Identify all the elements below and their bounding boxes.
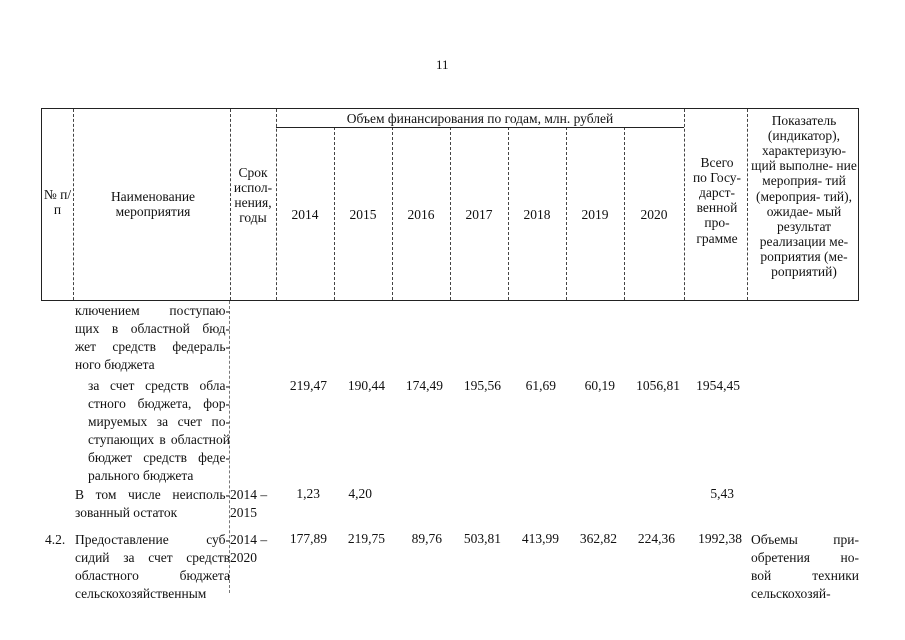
row-value-2017: 195,56: [463, 378, 501, 393]
row-value-2019: 362,82: [579, 531, 617, 546]
row-value-2018: 61,69: [525, 378, 556, 393]
row-value-2017: 503,81: [463, 531, 501, 546]
row-total: 1992,38: [698, 531, 742, 546]
header-year-2019: 2019: [581, 207, 609, 222]
row-activity-name: В том числе неисполь- зованный остаток: [75, 487, 230, 520]
header-year-2015: 2015: [349, 207, 377, 222]
header-indicator: Показатель (индикатор), характеризую- щий выполне- ние мероприя- тий (мероприя- тий), ожидае- мый результат реализации ме- роприятия (ме- роприятий): [751, 113, 857, 280]
row-term: 2014 – 2015: [230, 487, 268, 520]
row-value-2015: 219,75: [347, 531, 385, 546]
row-value-2014: 1,23: [296, 486, 320, 501]
row-indicator: Объемы при- обретения но- вой техники сельскохозяй-: [751, 532, 859, 601]
header-year-2016: 2016: [407, 207, 435, 222]
row-value-2019: 60,19: [584, 378, 615, 393]
row-value-2016: 174,49: [405, 378, 443, 393]
row-activity-name: за счет средств обла- стного бюджета, фор- мируемых за счет по- ступающих в областной бюджет средств феде- рального бюджета: [88, 378, 230, 483]
header-funding-group: Объем финансирования по годам, млн. рублей: [346, 111, 614, 126]
row-value-2015: 4,20: [348, 486, 372, 501]
header-term: Срок испол- нения, годы: [233, 165, 273, 226]
row-value-2020: 224,36: [637, 531, 675, 546]
header-activity-name: Наименование мероприятия: [110, 189, 196, 220]
row-activity-name: Предоставление суб- сидий за счет средств областного бюджета сельскохозяйственным: [75, 532, 230, 601]
row-total: 1954,45: [696, 378, 740, 393]
row-value-2020: 1056,81: [636, 378, 680, 393]
header-year-2014: 2014: [291, 207, 319, 222]
row-total: 5,43: [710, 486, 734, 501]
table-header: [41, 108, 859, 301]
header-total: Всего по Госу- дарст- венной про- грамме: [692, 155, 742, 246]
row-number: 4.2.: [45, 532, 66, 547]
header-no: № п/п: [43, 187, 72, 218]
header-year-2017: 2017: [465, 207, 493, 222]
header-year-2020: 2020: [640, 207, 668, 222]
row-value-2014: 219,47: [289, 378, 327, 393]
row-value-2015: 190,44: [347, 378, 385, 393]
header-year-2018: 2018: [523, 207, 551, 222]
row-value-2018: 413,99: [521, 531, 559, 546]
row-value-2014: 177,89: [289, 531, 327, 546]
page-number: 11: [436, 57, 449, 72]
row-activity-name: ключением поступаю- щих в областной бюд- жет средств федераль- ного бюджета: [75, 303, 230, 372]
row-term: 2014 – 2020: [230, 532, 268, 565]
row-value-2016: 89,76: [411, 531, 442, 546]
